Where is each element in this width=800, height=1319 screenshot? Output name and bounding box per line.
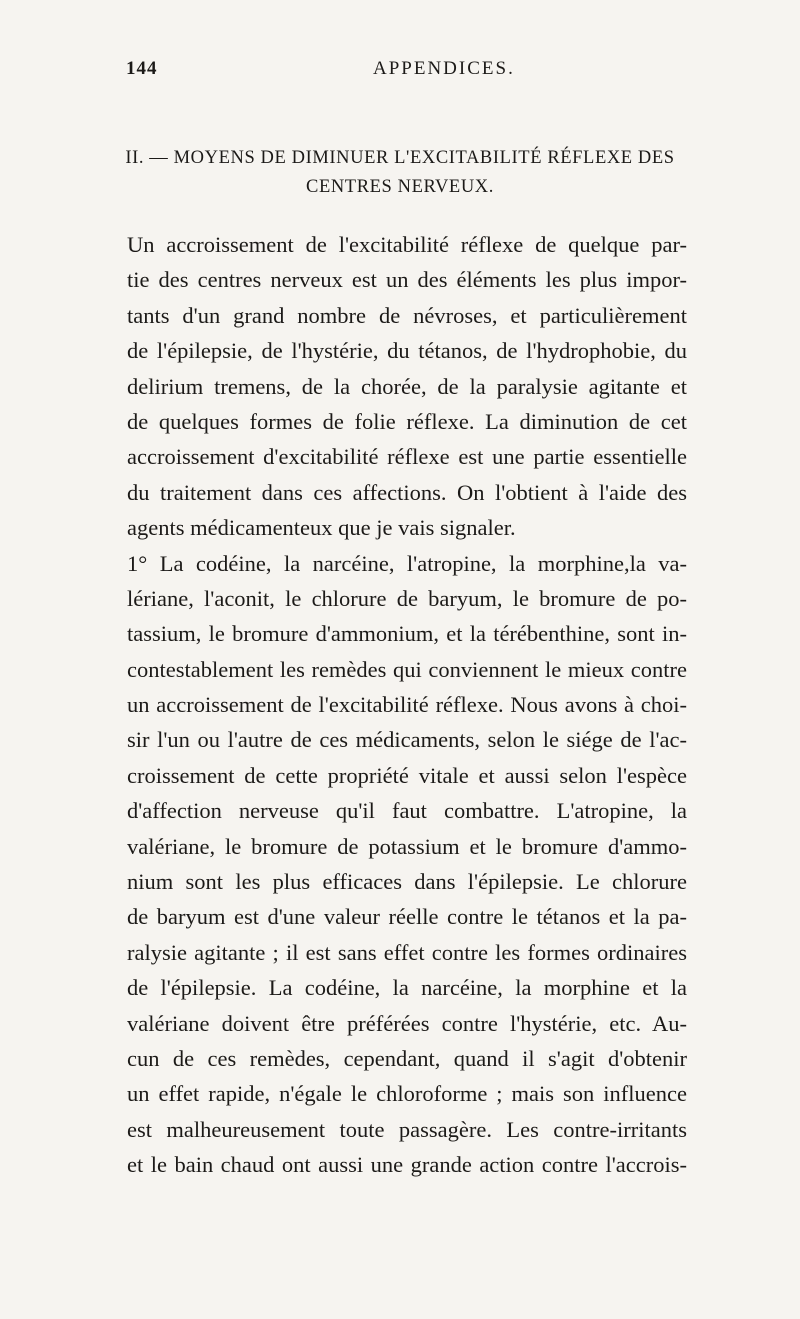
page-number: 144 — [126, 58, 158, 79]
paragraph-line: de l'épilepsie, de l'hystérie, du tétanos, de l'hydrophobie, du — [127, 338, 687, 364]
paragraph-line: tie des centres nerveux est un des éléments les plus impor- — [127, 267, 687, 293]
paragraph-line: de baryum est d'une valeur réelle contre le tétanos et la pa- — [127, 904, 687, 930]
section-heading-line: CENTRES NERVEUX. — [306, 177, 494, 197]
paragraph-line: 1° La codéine, la narcéine, l'atropine, la morphine,la va- — [127, 550, 687, 576]
paragraph-line: sir l'un ou l'autre de ces médicaments, selon le siége de l'ac- — [127, 727, 687, 753]
paragraph-line: nium sont les plus efficaces dans l'épilepsie. Le chlorure — [127, 869, 687, 895]
paragraph-line: valériane doivent être préférées contre l'hystérie, etc. Au- — [127, 1010, 687, 1036]
paragraph-line: un effet rapide, n'égale le chloroforme ; mais son influence — [127, 1081, 687, 1107]
paragraph-line: delirium tremens, de la chorée, de la paralysie agitante et — [127, 373, 687, 399]
running-title: APPENDICES. — [373, 58, 515, 79]
paragraph-line: contestablement les remèdes qui conviennent le mieux contre — [127, 656, 687, 682]
paragraph-line: valériane, le bromure de potassium et le bromure d'ammo- — [127, 833, 687, 859]
paragraph-line: de quelques formes de folie réflexe. La diminution de cet — [127, 408, 687, 434]
paragraph-line: et le bain chaud ont aussi une grande action contre l'accrois- — [127, 1152, 687, 1178]
paragraph-line: lériane, l'aconit, le chlorure de baryum, le bromure de po- — [127, 585, 687, 611]
paragraph-line: croissement de cette propriété vitale et aussi selon l'espèce — [127, 762, 687, 788]
paragraph-line: d'affection nerveuse qu'il faut combattre. L'atropine, la — [127, 798, 687, 824]
running-header — [0, 58, 800, 88]
section-heading — [100, 144, 700, 202]
body-text — [127, 227, 687, 1183]
paragraph-line: accroissement d'excitabilité réflexe est une partie essentielle — [127, 444, 687, 470]
paragraph-line: de l'épilepsie. La codéine, la narcéine, la morphine et la — [127, 975, 687, 1001]
paragraph-line: tants d'un grand nombre de névroses, et particulièrement — [127, 302, 687, 328]
paragraph-line: Un accroissement de l'excitabilité réflexe de quelque par- — [127, 232, 687, 257]
paragraph-line: cun de ces remèdes, cependant, quand il s'agit d'obtenir — [127, 1045, 687, 1071]
paragraph-line: ralysie agitante ; il est sans effet contre les formes ordinaires — [127, 939, 687, 965]
paragraph-line: du traitement dans ces affections. On l'obtient à l'aide des — [127, 479, 687, 505]
paragraph-line: agents médicamenteux que je vais signaler. — [127, 515, 516, 541]
paragraph-line: est malheureusement toute passagère. Les contre-irritants — [127, 1116, 687, 1142]
section-heading-line: II. — MOYENS DE DIMINUER L'EXCITABILITÉ RÉFLEXE DES — [125, 148, 675, 168]
paragraph-line: un accroissement de l'excitabilité réflexe. Nous avons à choi- — [127, 692, 687, 718]
paragraph-line: tassium, le bromure d'ammonium, et la térébenthine, sont in- — [127, 621, 687, 647]
